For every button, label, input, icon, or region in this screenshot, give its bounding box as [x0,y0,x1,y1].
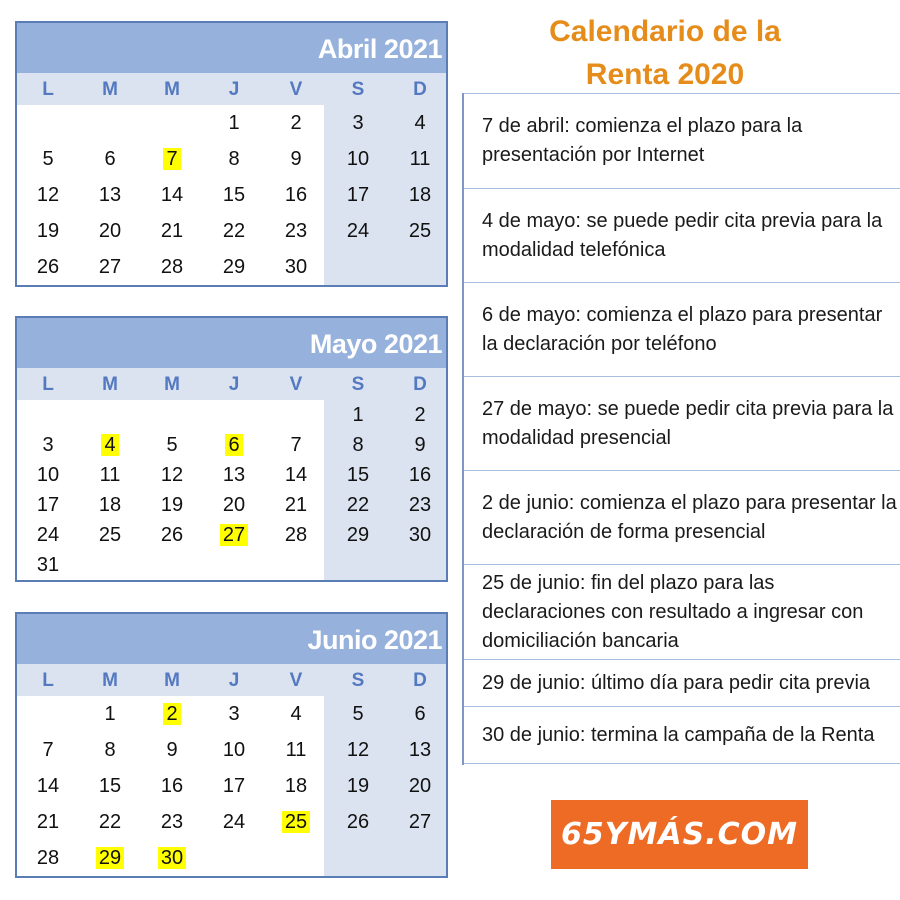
day-number: 2 [414,404,426,426]
calendar-day [79,249,141,285]
highlighted-day: 2 [163,703,180,725]
calendar-day [79,460,141,490]
event-text: 4 de mayo: se puede pedir cita previa para la modalidad telefónica [482,209,883,261]
calendar-day [17,177,79,213]
day-number: 3 [42,434,54,456]
highlighted-day: 29 [96,847,124,869]
weekday-label: D [413,374,427,395]
day-number: 22 [98,811,122,833]
calendar-day [141,141,203,177]
event-text: 30 de junio: termina la campaña de la Renta [482,723,875,746]
calendar-title: Junio 2021 [307,625,442,655]
day-number: 12 [346,739,370,761]
calendar-day [327,696,389,732]
calendar-day [265,249,327,285]
calendar-day [389,804,448,840]
highlighted-day: 4 [101,434,118,456]
day-number: 11 [285,739,307,761]
calendar-header [17,614,446,664]
weekday-label: S [351,79,365,100]
event-text: 7 de abril: comienza el plazo para la presentación por Internet [482,115,803,166]
calendar-day [265,732,327,768]
weekday-row [17,664,446,696]
calendar-day [265,768,327,804]
event-item [464,706,900,763]
day-number: 10 [36,464,60,486]
weekday-label: D [413,79,427,100]
day-number: 9 [290,148,302,170]
calendar-day [389,213,448,249]
day-number: 20 [98,220,122,242]
day-number: 25 [408,220,432,242]
calendar-day [203,804,265,840]
calendar-june [15,612,448,878]
weekday-label: J [228,374,240,395]
calendar-day [79,490,141,520]
day-number: 21 [160,220,184,242]
calendar-day [79,520,141,550]
calendar-day [389,400,448,430]
day-number: 6 [104,148,116,170]
event-text: 29 de junio: último día para pedir cita previa [482,671,871,694]
calendar-day [265,141,327,177]
event-text: 25 de junio: fin del plazo para las declaraciones con resultado a ingresar con domiciliación bancaria [482,571,864,652]
day-number: 23 [408,494,432,516]
highlighted-day: 27 [220,524,248,546]
weekday-label: V [289,79,303,100]
event-text: 6 de mayo: comienza el plazo para presentar la declaración por teléfono [482,303,883,355]
day-number: 22 [346,494,370,516]
calendar-day [141,249,203,285]
day-number: 5 [352,703,364,725]
day-number: 28 [160,256,184,278]
day-number: 27 [408,811,432,833]
calendar-day [265,213,327,249]
event-text: 27 de mayo: se puede pedir cita previa para la modalidad presencial [482,397,894,449]
calendar-day [203,177,265,213]
weekday-label: L [42,79,54,100]
calendar-day [389,490,448,520]
calendar-day [141,213,203,249]
day-number: 8 [104,739,116,761]
day-number: 13 [222,464,246,486]
calendar-day [389,460,448,490]
calendar-day [141,768,203,804]
day-number: 13 [408,739,432,761]
day-number: 10 [346,148,370,170]
calendar-days [17,105,446,285]
event-item [464,188,900,282]
calendar-day [203,768,265,804]
weekday-label: M [164,374,180,395]
calendar-title: Mayo 2021 [309,329,442,359]
day-number: 2 [290,112,302,134]
day-number: 5 [166,434,178,456]
calendar-day [79,141,141,177]
calendar-day [265,105,327,141]
weekday-row [17,368,446,400]
day-number: 15 [98,775,122,797]
calendar-day [203,430,265,460]
calendar-day [17,141,79,177]
day-number: 23 [284,220,308,242]
day-number: 19 [346,775,370,797]
day-number: 12 [36,184,60,206]
calendar-day [141,177,203,213]
day-number: 22 [222,220,246,242]
event-item [464,564,900,659]
calendar-day [17,804,79,840]
highlighted-day: 30 [158,847,186,869]
calendar-day [79,430,141,460]
day-number: 17 [346,184,370,206]
calendar-day [203,213,265,249]
page-title [510,10,820,96]
calendar-day [141,490,203,520]
calendar-day [327,141,389,177]
calendar-day [141,520,203,550]
day-number: 13 [98,184,122,206]
day-number: 27 [98,256,122,278]
brand-logo [551,800,808,869]
highlighted-day: 6 [225,434,242,456]
calendar-day [17,460,79,490]
event-item [464,376,900,470]
day-number: 17 [36,494,60,516]
calendar-day [327,177,389,213]
calendar-day [17,732,79,768]
day-number: 29 [346,524,370,546]
calendar-day [141,840,203,876]
events-list [462,93,900,765]
calendar-day [389,177,448,213]
calendar-day [79,804,141,840]
calendar-title: Abril 2021 [317,34,442,64]
day-number: 15 [222,184,246,206]
calendar-day [141,430,203,460]
day-number: 21 [36,811,60,833]
highlighted-day: 7 [163,148,180,170]
calendar-day [203,105,265,141]
calendar-day [265,430,327,460]
calendar-day [327,490,389,520]
event-item [464,282,900,376]
day-number: 29 [222,256,246,278]
calendar-day [327,460,389,490]
day-number: 14 [284,464,308,486]
calendar-day [79,177,141,213]
day-number: 24 [222,811,246,833]
day-number: 17 [222,775,246,797]
weekday-label: V [289,374,303,395]
day-number: 25 [98,524,122,546]
weekday-label: L [42,374,54,395]
calendar-day [141,460,203,490]
day-number: 26 [160,524,184,546]
day-number: 7 [42,739,54,761]
calendar-april [15,21,448,287]
day-number: 4 [290,703,302,725]
calendar-day [265,460,327,490]
day-number: 20 [222,494,246,516]
calendar-day [327,400,389,430]
calendar-day [327,804,389,840]
calendar-day [389,732,448,768]
day-number: 11 [99,464,121,486]
day-number: 16 [408,464,432,486]
weekday-row [17,73,446,105]
calendar-day [17,520,79,550]
calendar-day [265,696,327,732]
calendar-day [17,213,79,249]
day-number: 28 [284,524,308,546]
calendar-may [15,316,448,582]
calendar-day [327,105,389,141]
calendar-day [17,249,79,285]
calendar-day [327,520,389,550]
calendar-day [203,490,265,520]
day-number: 15 [346,464,370,486]
calendar-day [17,768,79,804]
day-number: 4 [414,112,426,134]
day-number: 9 [414,434,426,456]
calendar-day [79,840,141,876]
day-number: 7 [290,434,302,456]
calendar-day [17,550,79,580]
day-number: 5 [42,148,54,170]
calendar-day [389,141,448,177]
day-number: 9 [166,739,178,761]
day-number: 12 [160,464,184,486]
day-number: 28 [36,847,60,869]
calendar-day [265,520,327,550]
calendar-days [17,696,446,876]
calendar-day [141,732,203,768]
day-number: 14 [36,775,60,797]
event-item [464,93,900,188]
calendar-days [17,400,446,580]
calendar-day [327,732,389,768]
day-number: 1 [104,703,116,725]
day-number: 1 [352,404,364,426]
day-number: 8 [228,148,240,170]
weekday-label: M [164,79,180,100]
event-item [464,470,900,564]
weekday-label: S [351,670,365,691]
calendar-day [17,430,79,460]
day-number: 23 [160,811,184,833]
day-number: 8 [352,434,364,456]
calendar-day [203,520,265,550]
day-number: 30 [408,524,432,546]
calendar-day [141,804,203,840]
day-number: 18 [408,184,432,206]
page-title-line-1: Calendario de la [549,15,781,48]
calendar-day [203,696,265,732]
calendar-day [389,696,448,732]
calendar-day [265,177,327,213]
day-number: 10 [222,739,246,761]
day-number: 19 [160,494,184,516]
day-number: 6 [414,703,426,725]
day-number: 14 [160,184,184,206]
day-number: 31 [36,554,60,576]
calendar-day [389,520,448,550]
day-number: 20 [408,775,432,797]
weekday-label: S [351,374,365,395]
calendar-day [79,768,141,804]
day-number: 11 [409,148,431,170]
events-divider [464,763,900,764]
day-number: 3 [228,703,240,725]
calendar-day [17,490,79,520]
day-number: 18 [284,775,308,797]
calendar-day [203,460,265,490]
weekday-label: J [228,79,240,100]
calendar-day [79,732,141,768]
weekday-label: M [164,670,180,691]
calendar-day [79,696,141,732]
calendar-day [203,249,265,285]
calendar-header [17,318,446,368]
day-number: 16 [284,184,308,206]
day-number: 26 [36,256,60,278]
logo-text: 65YMÁS.COM [561,817,798,852]
weekday-label: J [228,670,240,691]
weekday-label: M [102,79,118,100]
calendar-day [327,430,389,460]
calendar-day [141,696,203,732]
day-number: 30 [284,256,308,278]
day-number: 18 [98,494,122,516]
page-title-line-2: Renta 2020 [585,58,745,91]
weekday-label: D [413,670,427,691]
calendar-day [203,732,265,768]
day-number: 19 [36,220,60,242]
event-item [464,659,900,706]
calendar-header [17,23,446,73]
day-number: 1 [228,112,240,134]
weekday-label: L [42,670,54,691]
calendar-day [265,490,327,520]
day-number: 3 [352,112,364,134]
calendar-day [327,768,389,804]
day-number: 21 [284,494,308,516]
event-text: 2 de junio: comienza el plazo para presentar la declaración de forma presencial [482,491,897,543]
calendar-day [327,213,389,249]
day-number: 24 [346,220,370,242]
highlighted-day: 25 [282,811,310,833]
calendar-day [389,105,448,141]
calendar-day [203,141,265,177]
weekday-label: V [289,670,303,691]
calendar-day [389,768,448,804]
day-number: 26 [346,811,370,833]
calendar-day [17,840,79,876]
calendar-day [265,804,327,840]
day-number: 16 [160,775,184,797]
calendar-day [389,430,448,460]
calendar-day [79,213,141,249]
weekday-label: M [102,670,118,691]
weekday-label: M [102,374,118,395]
day-number: 24 [36,524,60,546]
